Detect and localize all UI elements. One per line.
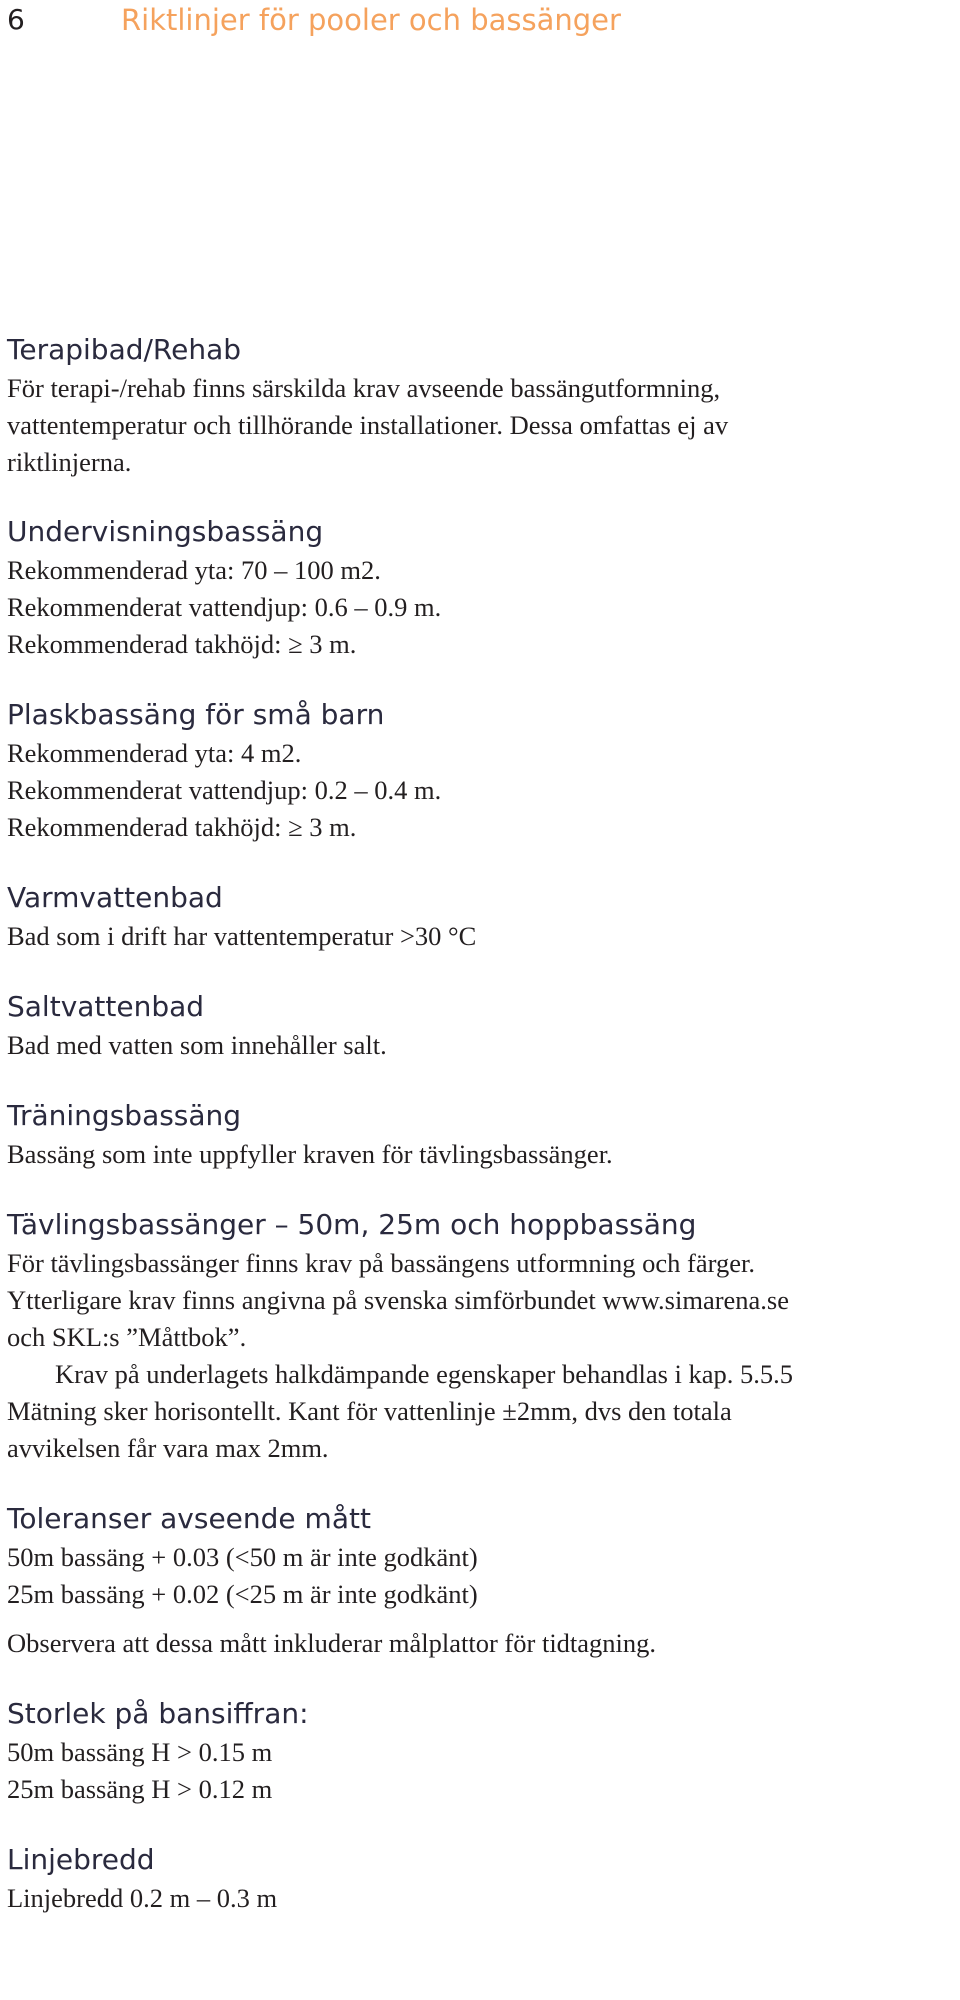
section-saltvatten bbox=[7, 987, 952, 1064]
body-line: riktlinjerna. bbox=[7, 447, 132, 477]
body-line: Mätning sker horisontellt. Kant för vattenlinje ±2mm, dvs den totala bbox=[7, 1396, 732, 1426]
page-number: 6 bbox=[7, 3, 25, 36]
page-header bbox=[0, 0, 960, 44]
body-line: Observera att dessa mått inkluderar målplattor för tidtagning. bbox=[7, 1628, 657, 1658]
body-line: 25m bassäng H > 0.12 m bbox=[7, 1774, 273, 1804]
section-heading: Linjebredd bbox=[7, 1843, 155, 1876]
section-heading: Tävlingsbassänger – 50m, 25m och hoppbassäng bbox=[7, 1208, 697, 1241]
body-line: Rekommenderad yta: 4 m2. bbox=[7, 738, 302, 768]
section-plask bbox=[7, 695, 952, 846]
body-line: För terapi-/rehab finns särskilda krav avseende bassängutformning, bbox=[7, 373, 721, 403]
body-line: Rekommenderad yta: 70 – 100 m2. bbox=[7, 555, 381, 585]
page-content bbox=[7, 330, 952, 1949]
body-line: För tävlingsbassänger finns krav på bassängens utformning och färger. bbox=[7, 1248, 755, 1278]
body-line: och SKL:s ”Måttbok”. bbox=[7, 1322, 247, 1352]
section-heading: Undervisningsbassäng bbox=[7, 515, 324, 548]
body-line: 50m bassäng + 0.03 (<50 m är inte godkänt) bbox=[7, 1542, 478, 1572]
section-undervisning bbox=[7, 512, 952, 663]
section-toleranser bbox=[7, 1499, 952, 1662]
body-line: Linjebredd 0.2 m – 0.3 m bbox=[7, 1883, 278, 1913]
section-heading: Plaskbassäng för små barn bbox=[7, 698, 385, 731]
section-terapibad bbox=[7, 330, 952, 481]
body-line: Krav på underlagets halkdämpande egenskaper behandlas i kap. 5.5.5 bbox=[55, 1359, 794, 1389]
section-heading: Saltvattenbad bbox=[7, 990, 205, 1023]
section-bansiffran bbox=[7, 1694, 952, 1808]
body-line: Bad med vatten som innehåller salt. bbox=[7, 1030, 387, 1060]
body-line: 25m bassäng + 0.02 (<25 m är inte godkänt) bbox=[7, 1579, 478, 1609]
section-heading: Storlek på bansiffran: bbox=[7, 1697, 309, 1730]
section-linjebredd bbox=[7, 1840, 952, 1917]
section-traning bbox=[7, 1096, 952, 1173]
body-line: Bad som i drift har vattentemperatur >30 °C bbox=[7, 921, 477, 951]
body-line: Bassäng som inte uppfyller kraven för tävlingsbassänger. bbox=[7, 1139, 613, 1169]
body-line: vattentemperatur och tillhörande installationer. Dessa omfattas ej av bbox=[7, 410, 729, 440]
body-line: Ytterligare krav finns angivna på svenska simförbundet www.simarena.se bbox=[7, 1285, 790, 1315]
section-heading: Varmvattenbad bbox=[7, 881, 223, 914]
paragraph-spacer bbox=[7, 1613, 952, 1625]
body-line: Rekommenderad takhöjd: ≥ 3 m. bbox=[7, 629, 357, 659]
section-heading: Terapibad/Rehab bbox=[7, 333, 242, 366]
section-heading: Träningsbassäng bbox=[7, 1099, 242, 1132]
body-line: Rekommenderat vattendjup: 0.6 – 0.9 m. bbox=[7, 592, 442, 622]
section-tavling bbox=[7, 1205, 952, 1467]
running-title: Riktlinjer för pooler och bassänger bbox=[121, 3, 621, 37]
body-line: Rekommenderad takhöjd: ≥ 3 m. bbox=[7, 812, 357, 842]
body-line: 50m bassäng H > 0.15 m bbox=[7, 1737, 273, 1767]
section-varmvatten bbox=[7, 878, 952, 955]
body-line: Rekommenderat vattendjup: 0.2 – 0.4 m. bbox=[7, 775, 442, 805]
section-heading: Toleranser avseende mått bbox=[7, 1502, 371, 1535]
body-line: avvikelsen får vara max 2mm. bbox=[7, 1433, 329, 1463]
